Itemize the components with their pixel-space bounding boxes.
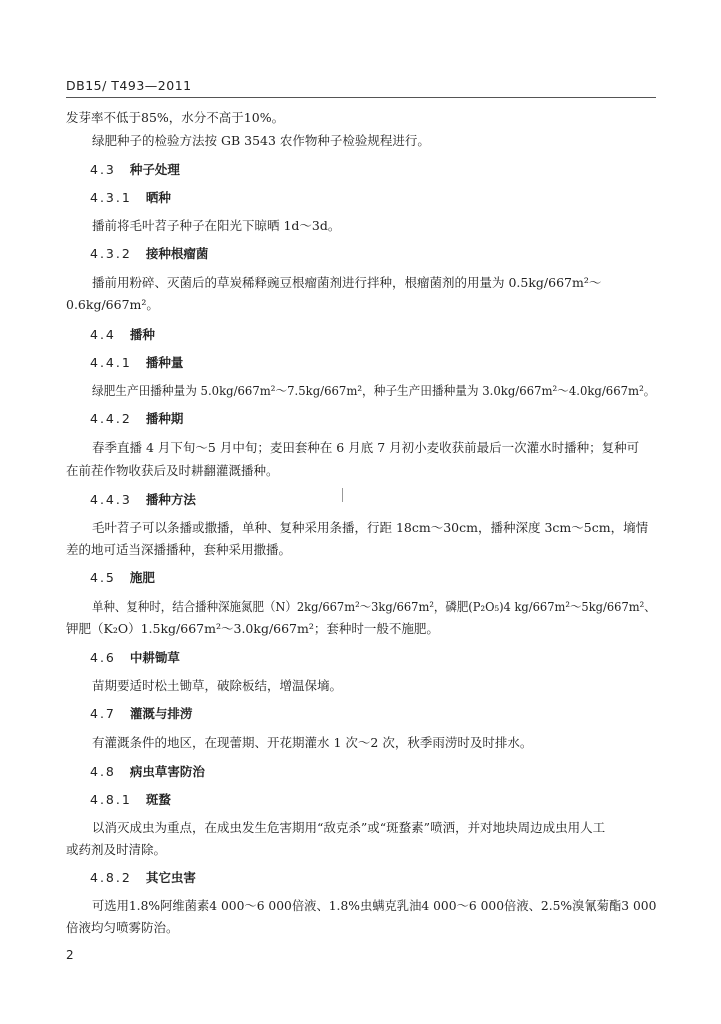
section-number: 4.8.1 bbox=[90, 792, 132, 807]
section-number: 4.3.1 bbox=[90, 190, 132, 205]
section-heading bbox=[90, 353, 183, 371]
section-title: 晒种 bbox=[145, 190, 171, 205]
section-number: 4.4.3 bbox=[90, 492, 132, 507]
section-title: 播种 bbox=[129, 327, 155, 342]
section-title: 施肥 bbox=[129, 570, 155, 585]
section-number: 4.3.2 bbox=[90, 246, 132, 261]
body-line: 播前用粉碎、灭菌后的草炭稀释豌豆根瘤菌剂进行拌种，根瘤菌剂的用量为 0.5kg/667m²～ bbox=[92, 275, 602, 290]
section-number: 4.4 bbox=[90, 327, 116, 342]
section-number: 4.8 bbox=[90, 764, 116, 779]
body-line: 发芽率不低于85%，水分不高于10%。 bbox=[66, 110, 285, 125]
body-line: 绿肥生产田播种量为 5.0kg/667m²～7.5kg/667m²，种子生产田播种量为 3.0kg/667m²～4.0kg/667m²。 bbox=[92, 383, 656, 398]
section-title: 中耕锄草 bbox=[129, 650, 180, 665]
section-heading bbox=[90, 490, 196, 508]
section-heading bbox=[90, 160, 180, 178]
section-heading bbox=[90, 409, 183, 427]
body-line: 以消灭成虫为重点，在成虫发生危害期用“敌克杀”或“斑蝥素”喷洒，并对地块周边成虫用人工 bbox=[92, 820, 606, 835]
section-heading bbox=[90, 762, 205, 780]
section-number: 4.4.2 bbox=[90, 411, 132, 426]
section-heading bbox=[90, 188, 171, 206]
body-line: 倍液均匀喷雾防治。 bbox=[66, 920, 179, 935]
body-line: 可选用1.8%阿维菌素4 000～6 000倍液、1.8%虫螨克乳油4 000～6 000倍液、2.5%溴氰菊酯3 000 bbox=[92, 898, 657, 913]
section-title: 接种根瘤菌 bbox=[145, 246, 209, 261]
section-title: 其它虫害 bbox=[145, 870, 196, 885]
section-title: 播种量 bbox=[145, 355, 184, 370]
section-number: 4.8.2 bbox=[90, 870, 132, 885]
section-number: 4.3 bbox=[90, 162, 116, 177]
section-number: 4.6 bbox=[90, 650, 116, 665]
section-title: 病虫草害防治 bbox=[129, 764, 205, 779]
scan-mark bbox=[342, 488, 343, 502]
section-title: 播种期 bbox=[145, 411, 184, 426]
body-line: 播前将毛叶苕子种子在阳光下晾晒 1d～3d。 bbox=[92, 218, 341, 233]
body-line: 苗期要适时松土锄草，破除板结，增温保墒。 bbox=[92, 678, 343, 693]
section-title: 斑蝥 bbox=[145, 792, 171, 807]
standard-code: DB15/ T493—2011 bbox=[66, 78, 192, 93]
body-line: 在前茬作物收获后及时耕翻灌溉播种。 bbox=[66, 463, 279, 478]
body-line: 有灌溉条件的地区，在现蕾期、开花期灌水 1 次～2 次，秋季雨涝时及时排水。 bbox=[92, 735, 533, 750]
section-number: 4.4.1 bbox=[90, 355, 132, 370]
section-number: 4.5 bbox=[90, 570, 116, 585]
body-line: 差的地可适当深播播种，套种采用撒播。 bbox=[66, 542, 292, 557]
section-heading bbox=[90, 648, 180, 666]
section-heading bbox=[90, 568, 155, 586]
body-line: 毛叶苕子可以条播或撒播，单种、复种采用条播，行距 18cm～30cm，播种深度 3cm～5cm，墒情 bbox=[92, 520, 649, 535]
section-heading bbox=[90, 325, 155, 343]
section-number: 4.7 bbox=[90, 706, 116, 721]
section-heading bbox=[90, 244, 208, 262]
header-rule bbox=[66, 97, 656, 98]
section-heading bbox=[90, 790, 171, 808]
body-line: 单种、复种时，结合播种深施氮肥（N）2kg/667m²～3kg/667m²，磷肥(P₂O₅)4 kg/667m²～5kg/667m²、 bbox=[92, 599, 656, 614]
body-line: 钾肥（K₂O）1.5kg/667m²～3.0kg/667m²；套种时一般不施肥。 bbox=[66, 621, 439, 636]
section-title: 灌溉与排涝 bbox=[129, 706, 193, 721]
section-title: 种子处理 bbox=[129, 162, 180, 177]
page-number: 2 bbox=[66, 948, 74, 962]
section-title: 播种方法 bbox=[145, 492, 196, 507]
body-line: 0.6kg/667m²。 bbox=[66, 297, 159, 312]
body-line: 或药剂及时清除。 bbox=[66, 842, 167, 857]
body-line: 绿肥种子的检验方法按 GB 3543 农作物种子检验规程进行。 bbox=[92, 133, 430, 148]
body-line: 春季直播 4 月下旬～5 月中旬；麦田套种在 6 月底 7 月初小麦收获前最后一次灌水时播种；复种可 bbox=[92, 440, 640, 455]
section-heading bbox=[90, 868, 196, 886]
section-heading bbox=[90, 704, 192, 722]
